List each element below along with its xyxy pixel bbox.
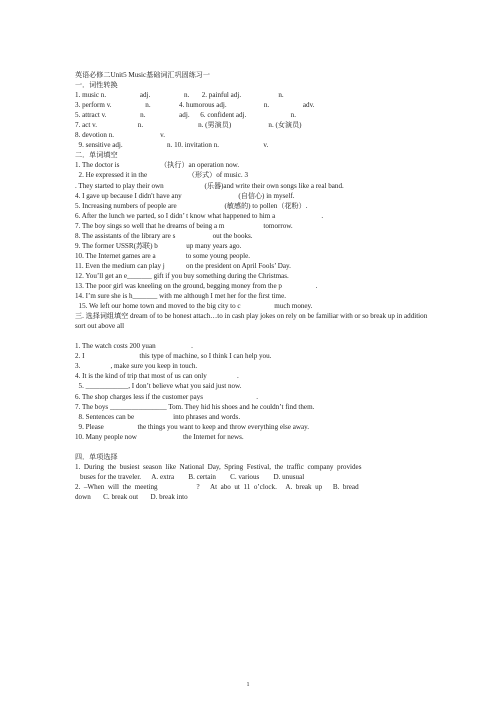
fill-word-line: 1. The doctor is （执行）an operation now. [75,161,240,170]
worksheet-content [75,70,433,502]
phrase-fill-line: 6. The shop charges less if the customer pays . [75,392,258,401]
section-heading-word-forms: 一．词性转换 [75,81,118,90]
phrase-fill-line: 3. , make sure you keep in touch. [75,362,198,371]
fill-word-line: 11. Even the medium can play j on the president on April Fools’ Day. [75,261,291,270]
fill-word-line: 15. We left our home town and moved to the big city to c much money. [75,302,313,311]
fill-word-line: 9. The former USSR(苏联) b up many years ago. [75,241,242,250]
page-number: 1 [246,682,250,688]
fill-word-line: 7. The boy sings so well that he dreams of being a m tomorrow. [75,221,293,230]
phrase-fill-line: 1. The watch costs 200 yuan . [75,342,193,351]
word-form-line: 8. devotion n. v. [75,131,165,140]
word-form-line: 5. attract v. n. adj. 6. confident adj. n. [75,111,296,120]
blank-line [75,331,433,341]
section-heading-phrases: 三. 选择词组填空 dream of to be honest attach…to in cash play jokes on rely on be familiar with or so break up in addition sort out above all [75,312,428,331]
blank-line [75,442,433,452]
fill-word-line: 4. I gave up because I didn't have any (自信心) in myself. [75,191,295,200]
fill-word-line: 6. After the lunch we parted, so I didn’ t know what happened to him a . [75,211,324,220]
phrase-fill-line: 9. Please the things you want to keep and throw everything else away. [75,422,309,431]
choice-question-1-options: buses for the traveler. A. extra B. certain C. various D. unusual [80,472,305,481]
phrase-fill-line: 8. Sentences can be into phrases and words. [75,412,241,421]
fill-word-line: 8. The assistants of the library are s out the books. [75,231,253,240]
fill-word-line: 10. The Internet games are a to some young people. [75,251,250,260]
phrase-fill-line: 5. ____________, I don’t believe what you said just now. [75,382,242,391]
word-form-line: 7. act v. n. n. (男演员) n. (女演员) [75,121,302,130]
fill-word-line: . They started to play their own (乐器)and write their own songs like a real band. [75,181,344,190]
word-form-line: 9. sensitive adj. n. 10. invitation n. v. [75,141,269,150]
phrase-fill-line: 2. I this type of machine, so I think I can help you. [75,352,272,361]
word-form-line: 3. perform v. n. 4. humorous adj. n. adv. [75,101,315,110]
section-heading-multiple-choice: 四．单项选择 [75,452,118,461]
section-heading-fill-words: 二．单词填空 [75,151,118,160]
phrase-fill-line: 4. It is the kind of trip that most of us can only . [75,372,239,381]
phrase-fill-line: 10. Many people now the Internet for news. [75,432,244,441]
phrase-fill-line: 7. The boys ________________ Tom. They hid his shoes and he couldn’t find them. [75,402,315,411]
choice-question-2: 2. –When will the meeting ? At abo ut 11 o’clock. A. break up B. bread [75,482,359,491]
fill-word-line: 5. Increasing numbers of people are (敏感的) to pollen（花粉）. [75,201,308,210]
fill-word-line: 2. He expressed it in the （形式）of music. 3 [75,171,248,180]
choice-question-1: 1. During the busiest season like National Day, Spring Festival, the traffic company provides [75,462,362,471]
worksheet-title: 英语必修二Unit5 Music基础词汇巩固练习一 [75,71,210,79]
fill-word-line: 13. The poor girl was kneeling on the ground, begging money from the p . [75,281,318,290]
fill-word-line: 12. You’ll get an e_______ gift if you buy something during the Christmas. [75,271,289,280]
choice-question-2-options: down C. break out D. break into [75,492,188,501]
word-form-line: 1. music n. adj. n. 2. painful adj. n. [75,91,284,100]
fill-word-line: 14. I’m sure she is h_______ with me although I met her for the first time. [75,292,286,301]
